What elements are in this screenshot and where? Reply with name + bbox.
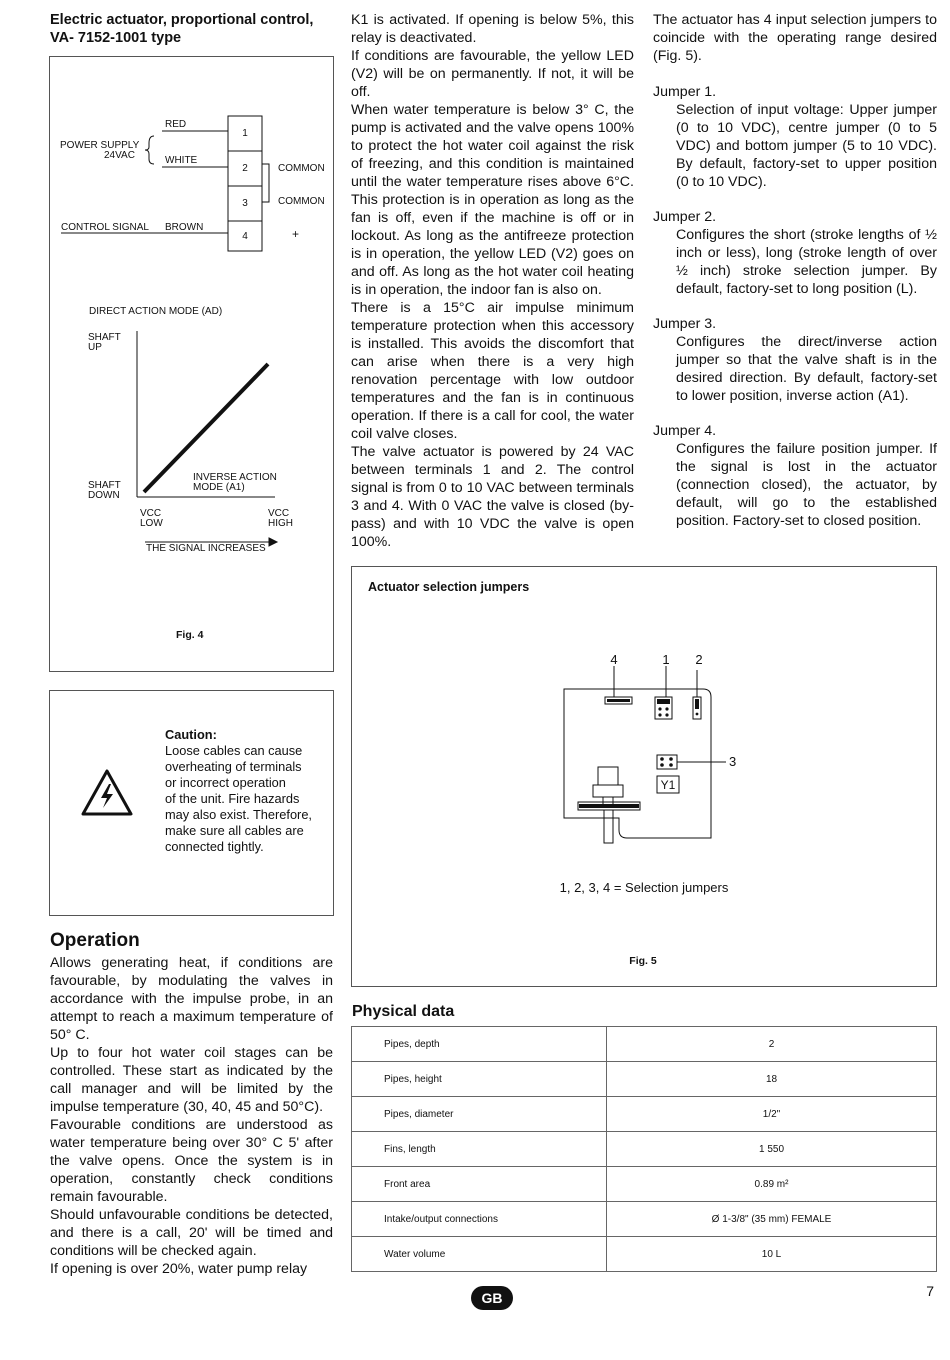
svg-text:UP: UP	[88, 342, 102, 353]
physical-data-heading: Physical data	[352, 1003, 455, 1020]
middle-column-text: K1 is activated. If opening is below 5%, this relay is deactivated. If conditions are favourable, the yellow LED (V2) will be on permanently. If not, it will be off. When water temperature is below 3° C, the pump is activated and the valve opens 100% to protect the hot water coil against the risk of freezing, and this condition is maintained until the water temperature rises above 6°C. This protection is in operation as long as the fan is off, even if the machine is off or in lockout. As long as the antifreeze protection is in operation, the yellow LED (V2) goes on and off. As long as the hot water coil heating is in operation, the indoor fan is also on. There is a 15°C air impulse minimum temperature protection when this accessory is installed. This avoids the discomfort that can arise when there is a very high renovation percentage with low outdoor temperatures and the fan is in continuous operation. If there is a call for cool, the water coil valve closes. The valve actuator is powered by 24 VAC between terminals 1 and 2. The control signal is from 0 to 10 VAC between terminals 3 and 4. With 0 VAC the valve is closed (by-pass) and with 10 VDC the valve is open 100%.	[351, 12, 634, 550]
jumper-1: Jumper 1. Selection of input voltage: Upper jumper (0 to 10 VDC), centre jumper (0 to 5 VDC) and bottom jumper (5 to 10 VDC). By default, factory-set to upper position (0 to 10 VDC).	[653, 84, 937, 190]
terminal-1: 1	[242, 128, 248, 139]
fig5-label-1: 1	[662, 652, 670, 667]
table-row: Fins, length 1 550	[352, 1132, 937, 1167]
shaft-down-label: SHAFT	[88, 480, 121, 491]
fig5-label-4: 4	[610, 652, 618, 667]
shaft-up-label: SHAFT	[88, 332, 121, 343]
table-row: Pipes, depth 2	[352, 1027, 937, 1062]
svg-text:LOW: LOW	[140, 518, 163, 529]
physical-data-table	[351, 1026, 937, 1272]
table-row: Pipes, height 18	[352, 1062, 937, 1097]
table-row: Front area 0.89 m²	[352, 1167, 937, 1202]
jumper-2: Jumper 2. Configures the short (stroke lengths of ½ inch or less), long (stroke length of over ½ inch) stroke selection jumper. By default, factory-set to long position (L).	[653, 209, 937, 297]
wiring-diagram	[49, 56, 334, 672]
jumper-board-diagram	[351, 566, 937, 987]
svg-text:DOWN: DOWN	[88, 490, 120, 501]
plus-label: +	[292, 227, 300, 241]
language-badge: GB	[471, 1286, 513, 1310]
fig5-label-3: 3	[729, 754, 737, 769]
power-voltage-label: 24VAC	[104, 150, 135, 161]
inverse-mode-label: INVERSE ACTION	[193, 472, 277, 483]
table-row: Water volume 10 L	[352, 1237, 937, 1272]
common-label-a: COMMON	[278, 163, 325, 174]
operation-text: Allows generating heat, if conditions are favourable, by modulating the valves in accordance with the impulse probe, in an attempt to reach a maximum temperature of 50° C. Up to four hot water coil stages can be controlled. These start as indicated by the call manager and will be limited by the impulse temperature (30, 40, 45 and 50°C). Favourable conditions are understood as water temperature being over 30° C 5' after the valve opens. Once the system is in operation, constantly check conditions remain favourable. Should unfavourable conditions be detected, and there is a call, 20' will be timed and conditions will be checked again. If opening is over 20%, water pump relay	[50, 955, 333, 1277]
svg-text:HIGH: HIGH	[268, 518, 293, 529]
fig5-title: Actuator selection jumpers	[368, 580, 530, 594]
vcc-high-label: VCC	[268, 508, 290, 519]
jumpers-text: The actuator has 4 input selection jumpers to coincide with the operating range desired (Fig. 5). Jumper 1. Selection of input voltage: Upper jumper (0 to 10 VDC), centre jumper (0 to 5 VDC) and bottom jumper (5 to 10 VDC). By default, factory-set to upper position (0 to 10 VDC). Jumper 2. Configures the short (stroke lengths of ½ inch or less), long (stroke length of over ½ inch) stroke selection jumper. By default, factory-set to long position (L). Jumper 3. Configures the direct/inverse action jumper so that the valve shaft is in the desired direction. By default, factory-set to lower position, inverse action (A1). Jumper 4. Configures the failure position jumper. If the signal is lost in the actuator (connection closed), the actuator, by default, will go to the established position. Factory-set to closed position.	[653, 12, 937, 529]
power-supply-label: POWER SUPPLY	[60, 140, 140, 151]
signal-increases-label: THE SIGNAL INCREASES	[146, 543, 266, 554]
terminal-2: 2	[242, 163, 248, 174]
table-row: Intake/output connections Ø 1-3/8" (35 mm) FEMALE	[352, 1202, 937, 1237]
fig4-caption: Fig. 4	[176, 629, 204, 641]
operation-heading: Operation	[50, 930, 140, 951]
jumper-4: Jumper 4. Configures the failure position jumper. If the signal is lost in the actuator (connection closed), the actuator, by default, will go to the established position. Factory-set to closed position.	[653, 423, 937, 529]
wire-brown-label: BROWN	[165, 222, 204, 233]
page-number: 7	[926, 1283, 934, 1299]
fig5-legend: 1, 2, 3, 4 = Selection jumpers	[559, 880, 729, 895]
mode-label: DIRECT ACTION MODE (AD)	[89, 306, 223, 317]
high-voltage-warning-icon	[80, 768, 134, 818]
section-heading: Electric actuator, proportional control, VA- 7152-1001 type	[50, 12, 314, 46]
terminal-4: 4	[242, 231, 248, 242]
y1-label: Y1	[660, 778, 676, 792]
control-signal-label: CONTROL SIGNAL	[61, 222, 149, 233]
jumper-3: Jumper 3. Configures the direct/inverse action jumper so that the valve shaft is in the desired direction. By default, factory-set to lower position, inverse action (A1).	[653, 316, 937, 404]
vcc-low-label: VCC	[140, 508, 162, 519]
fig5-caption: Fig. 5	[629, 955, 657, 967]
svg-text:MODE (A1): MODE (A1)	[193, 482, 245, 493]
wire-white-label: WHITE	[165, 155, 198, 166]
common-label-b: COMMON	[278, 196, 325, 207]
table-row: Pipes, diameter 1/2"	[352, 1097, 937, 1132]
terminal-3: 3	[242, 198, 248, 209]
fig5-label-2: 2	[695, 652, 703, 667]
wire-red-label: RED	[165, 119, 187, 130]
caution-text: Caution: Loose cables can cause overheating of terminals or incorrect operation of the unit. Fire hazards may also exist. Therefore, make sure all cables are connected tightly.	[165, 727, 312, 854]
